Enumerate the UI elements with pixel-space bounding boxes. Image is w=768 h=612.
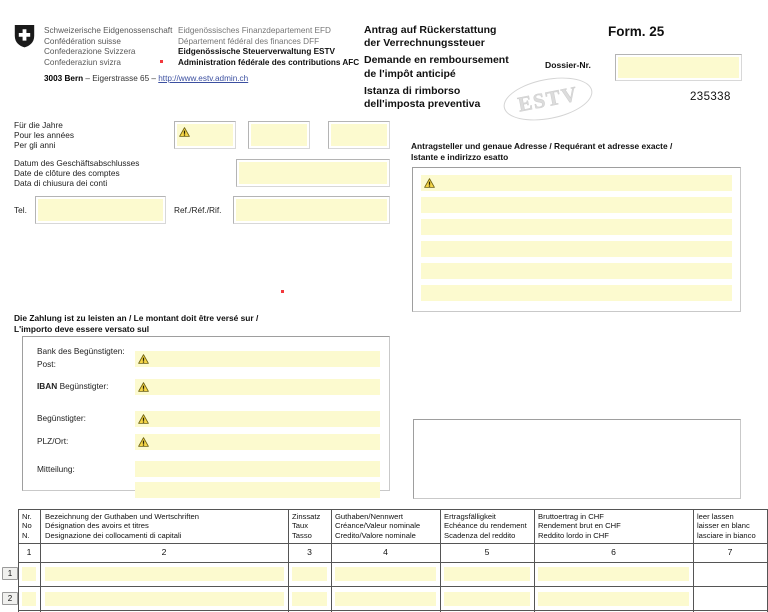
warning-triangle-icon xyxy=(138,354,149,364)
applicant-address-line-5[interactable] xyxy=(421,263,732,279)
applicant-address-line-2[interactable] xyxy=(421,197,732,213)
table-header-col-2 xyxy=(45,512,199,540)
dossier-number-label: Dossier-Nr. xyxy=(545,60,591,70)
closing-date-label-fr: Date de clôture des comptes xyxy=(14,168,120,178)
col-7-header-it: lasciare in bianco xyxy=(697,530,756,540)
iban-label-bold: IBAN xyxy=(37,381,58,391)
warning-triangle-icon xyxy=(424,178,435,188)
beneficiary-field[interactable] xyxy=(135,411,380,427)
col-3-header-it: Tasso xyxy=(292,530,312,540)
table-row-cell-col4[interactable] xyxy=(335,567,436,581)
closing-date-input[interactable] xyxy=(239,162,387,184)
col-1-header-fr: No xyxy=(22,521,32,531)
col-3-header-de: Zinssatz xyxy=(292,512,321,521)
table-row-cell-col2[interactable] xyxy=(45,567,284,581)
department-line: Eidgenössische Steuerverwaltung ESTV xyxy=(178,47,335,57)
table-col-rule xyxy=(288,509,289,612)
table-row-badge[interactable]: 2 xyxy=(2,592,18,605)
closing-date-label-de: Datum des Geschäftsabschlusses xyxy=(14,158,140,168)
col-4-header-fr: Créance/Valeur nominale xyxy=(335,521,421,531)
payment-panel xyxy=(22,336,390,491)
years-label-it: Per gli anni xyxy=(14,140,56,150)
bank-label-de: Bank des Begünstigten: xyxy=(37,346,125,356)
table-row1-rule xyxy=(18,586,768,587)
swiss-coat-of-arms-icon xyxy=(14,24,35,48)
iban-label-rest: Begünstigter: xyxy=(57,381,109,391)
col-5-header-it: Scadenza del reddito xyxy=(444,530,516,540)
col-1-header-it: N. xyxy=(22,530,30,540)
title-line-fr-1: Demande en remboursement xyxy=(364,54,509,67)
col-6-header-fr: Rendement brut en CHF xyxy=(538,521,621,531)
table-colnum-7: 7 xyxy=(727,547,733,557)
years-label-de: Für die Jahre xyxy=(14,120,63,130)
warning-triangle-icon xyxy=(138,382,149,392)
year-input-3[interactable] xyxy=(331,124,387,146)
applicant-address-line-4[interactable] xyxy=(421,241,732,257)
table-header-rule xyxy=(18,543,768,544)
office-address xyxy=(44,74,248,83)
confederation-line: Confederazione Svizzera xyxy=(44,47,136,57)
message-field-2[interactable] xyxy=(135,482,380,498)
iban-field[interactable] xyxy=(135,379,380,395)
stamp-text: ESTV xyxy=(515,80,581,117)
table-header-col-4 xyxy=(335,512,420,540)
table-row-cell-col3[interactable] xyxy=(292,592,327,606)
table-header-col-1 xyxy=(22,512,32,540)
col-1-header-de: Nr. xyxy=(22,512,32,521)
confederation-line: Schweizerische Eidgenossenschaft xyxy=(44,26,173,35)
col-6-header-it: Reddito lordo in CHF xyxy=(538,530,609,540)
year-input-2[interactable] xyxy=(251,124,307,146)
estv-website-link[interactable]: http://www.estv.admin.ch xyxy=(158,74,249,83)
applicant-section-title xyxy=(411,141,672,163)
table-colnum-3: 3 xyxy=(307,547,312,557)
table-col-rule xyxy=(440,509,441,612)
col-4-header-de: Guthaben/Nennwert xyxy=(335,512,403,521)
table-row-cell-col5[interactable] xyxy=(444,567,530,581)
year-field-1[interactable] xyxy=(174,121,236,149)
title-line-de-2: der Verrechnungssteuer xyxy=(364,37,485,50)
table-header-col-5 xyxy=(444,512,527,540)
table-row-cell-col4[interactable] xyxy=(335,592,436,606)
table-col-rule xyxy=(331,509,332,612)
payment-section-title xyxy=(14,313,258,335)
table-numbers-rule xyxy=(18,562,768,563)
col-2-header-it: Designazione dei collocamenti di capitali xyxy=(45,530,182,540)
title-line-fr-2: de l'impôt anticipé xyxy=(364,67,456,80)
col-4-header-it: Credito/Valore nominale xyxy=(335,530,416,540)
table-header-col-7 xyxy=(697,512,756,540)
confederation-names xyxy=(44,26,172,68)
dossier-number-input[interactable] xyxy=(618,57,739,78)
col-6-header-de: Bruttoertrag in CHF xyxy=(538,512,604,521)
table-header-col-6 xyxy=(538,512,621,540)
blank-reserved-box xyxy=(413,419,741,499)
estv-stamp xyxy=(500,71,596,127)
table-header-col-3 xyxy=(292,512,320,540)
table-row-cell-col3[interactable] xyxy=(292,567,327,581)
warning-triangle-icon xyxy=(138,437,149,447)
table-row-cell-col5[interactable] xyxy=(444,592,530,606)
col-5-header-de: Ertragsfälligkeit xyxy=(444,512,496,521)
col-7-header-fr: laisser en blanc xyxy=(697,521,750,531)
applicant-address-line-6[interactable] xyxy=(421,285,732,301)
payment-title-line-1: Die Zahlung ist zu leisten an / Le montant doit être versé sur / xyxy=(14,313,259,323)
applicant-address-line-3[interactable] xyxy=(421,219,732,235)
table-top-rule xyxy=(18,509,768,510)
plz-field[interactable] xyxy=(135,434,380,450)
year-field-2[interactable] xyxy=(248,121,310,149)
applicant-address-panel xyxy=(412,167,741,312)
form-number: Form. 25 xyxy=(608,24,665,39)
bank-label-post: Post: xyxy=(37,359,56,369)
message-field-1[interactable] xyxy=(135,461,380,477)
col-5-header-fr: Echéance du rendement xyxy=(444,521,527,531)
department-names xyxy=(178,26,359,68)
col-3-header-fr: Taux xyxy=(292,521,309,531)
bank-field[interactable] xyxy=(135,351,380,367)
ref-label: Ref./Réf./Rif. xyxy=(174,205,222,215)
table-col-rule xyxy=(534,509,535,612)
payment-title-line-2: L'importo deve essere versato sul xyxy=(14,324,150,334)
artifact-speck xyxy=(281,290,284,293)
securities-table xyxy=(0,509,768,612)
address-city: 3003 Bern xyxy=(44,74,84,83)
applicant-title-line-1: Antragsteller und genaue Adresse / Requérant et adresse exacte / xyxy=(411,141,673,151)
ref-input[interactable] xyxy=(236,199,387,221)
department-line: Administration fédérale des contributions AFC xyxy=(178,57,360,67)
title-line-de-1: Antrag auf Rückerstattung xyxy=(364,24,497,36)
title-line-it-2: dell'imposta preventiva xyxy=(364,98,481,111)
col-2-header-fr: Désignation des avoirs et titres xyxy=(45,521,149,531)
table-row-cell-col2[interactable] xyxy=(22,592,36,606)
tel-input[interactable] xyxy=(38,199,163,221)
col-2-header-de: Bezeichnung der Guthaben und Wertschriften xyxy=(45,512,199,521)
dossier-number-field[interactable] xyxy=(615,54,742,81)
table-colnum-4: 4 xyxy=(383,547,388,557)
confederation-line: Confédération suisse xyxy=(44,36,121,46)
table-col-rule xyxy=(40,509,41,612)
table-row-badge[interactable]: 1 xyxy=(2,567,18,580)
table-row-cell-col2[interactable] xyxy=(22,567,36,581)
title-line-it-1: Istanza di rimborso xyxy=(364,84,461,97)
department-line: Eidgenössisches Finanzdepartement EFD xyxy=(178,26,331,35)
page-title xyxy=(364,24,509,111)
table-row-cell-col6[interactable] xyxy=(538,592,689,606)
table-colnum-5: 5 xyxy=(484,547,490,557)
department-line: Département fédéral des finances DFF xyxy=(178,36,320,46)
table-row-cell-col2[interactable] xyxy=(45,592,284,606)
warning-triangle-icon xyxy=(179,127,190,137)
iban-label xyxy=(37,381,108,392)
closing-date-label-it: Data di chiusura dei conti xyxy=(14,178,108,188)
address-street: – Eigerstrasse 65 – xyxy=(83,74,159,83)
table-colnum-6: 6 xyxy=(611,547,616,557)
closing-date-field[interactable] xyxy=(236,159,390,187)
table-row2-rule xyxy=(18,610,768,611)
beneficiary-label: Begünstigter: xyxy=(37,413,86,423)
table-colnum-2: 2 xyxy=(161,547,167,557)
tel-label: Tel. xyxy=(14,205,27,215)
table-colnum-1: 1 xyxy=(26,547,32,557)
col-7-header-de: leer lassen xyxy=(697,512,734,521)
table-col-rule xyxy=(693,509,694,612)
message-label: Mitteilung: xyxy=(37,464,75,474)
plz-label: PLZ/Ort: xyxy=(37,436,69,446)
warning-triangle-icon xyxy=(138,414,149,424)
years-label-fr: Pour les années xyxy=(14,130,74,140)
applicant-address-line-1[interactable] xyxy=(421,175,732,191)
tel-field[interactable] xyxy=(35,196,166,224)
applicant-title-line-2: Istante e indirizzo esatto xyxy=(411,152,509,162)
confederation-line: Confederaziun svizra xyxy=(44,57,121,67)
ref-field[interactable] xyxy=(233,196,390,224)
year-field-3[interactable] xyxy=(328,121,390,149)
table-row-cell-col6[interactable] xyxy=(538,567,689,581)
artifact-speck xyxy=(160,60,163,63)
serial-number: 235338 xyxy=(690,91,731,103)
table-col-rule xyxy=(18,509,19,612)
